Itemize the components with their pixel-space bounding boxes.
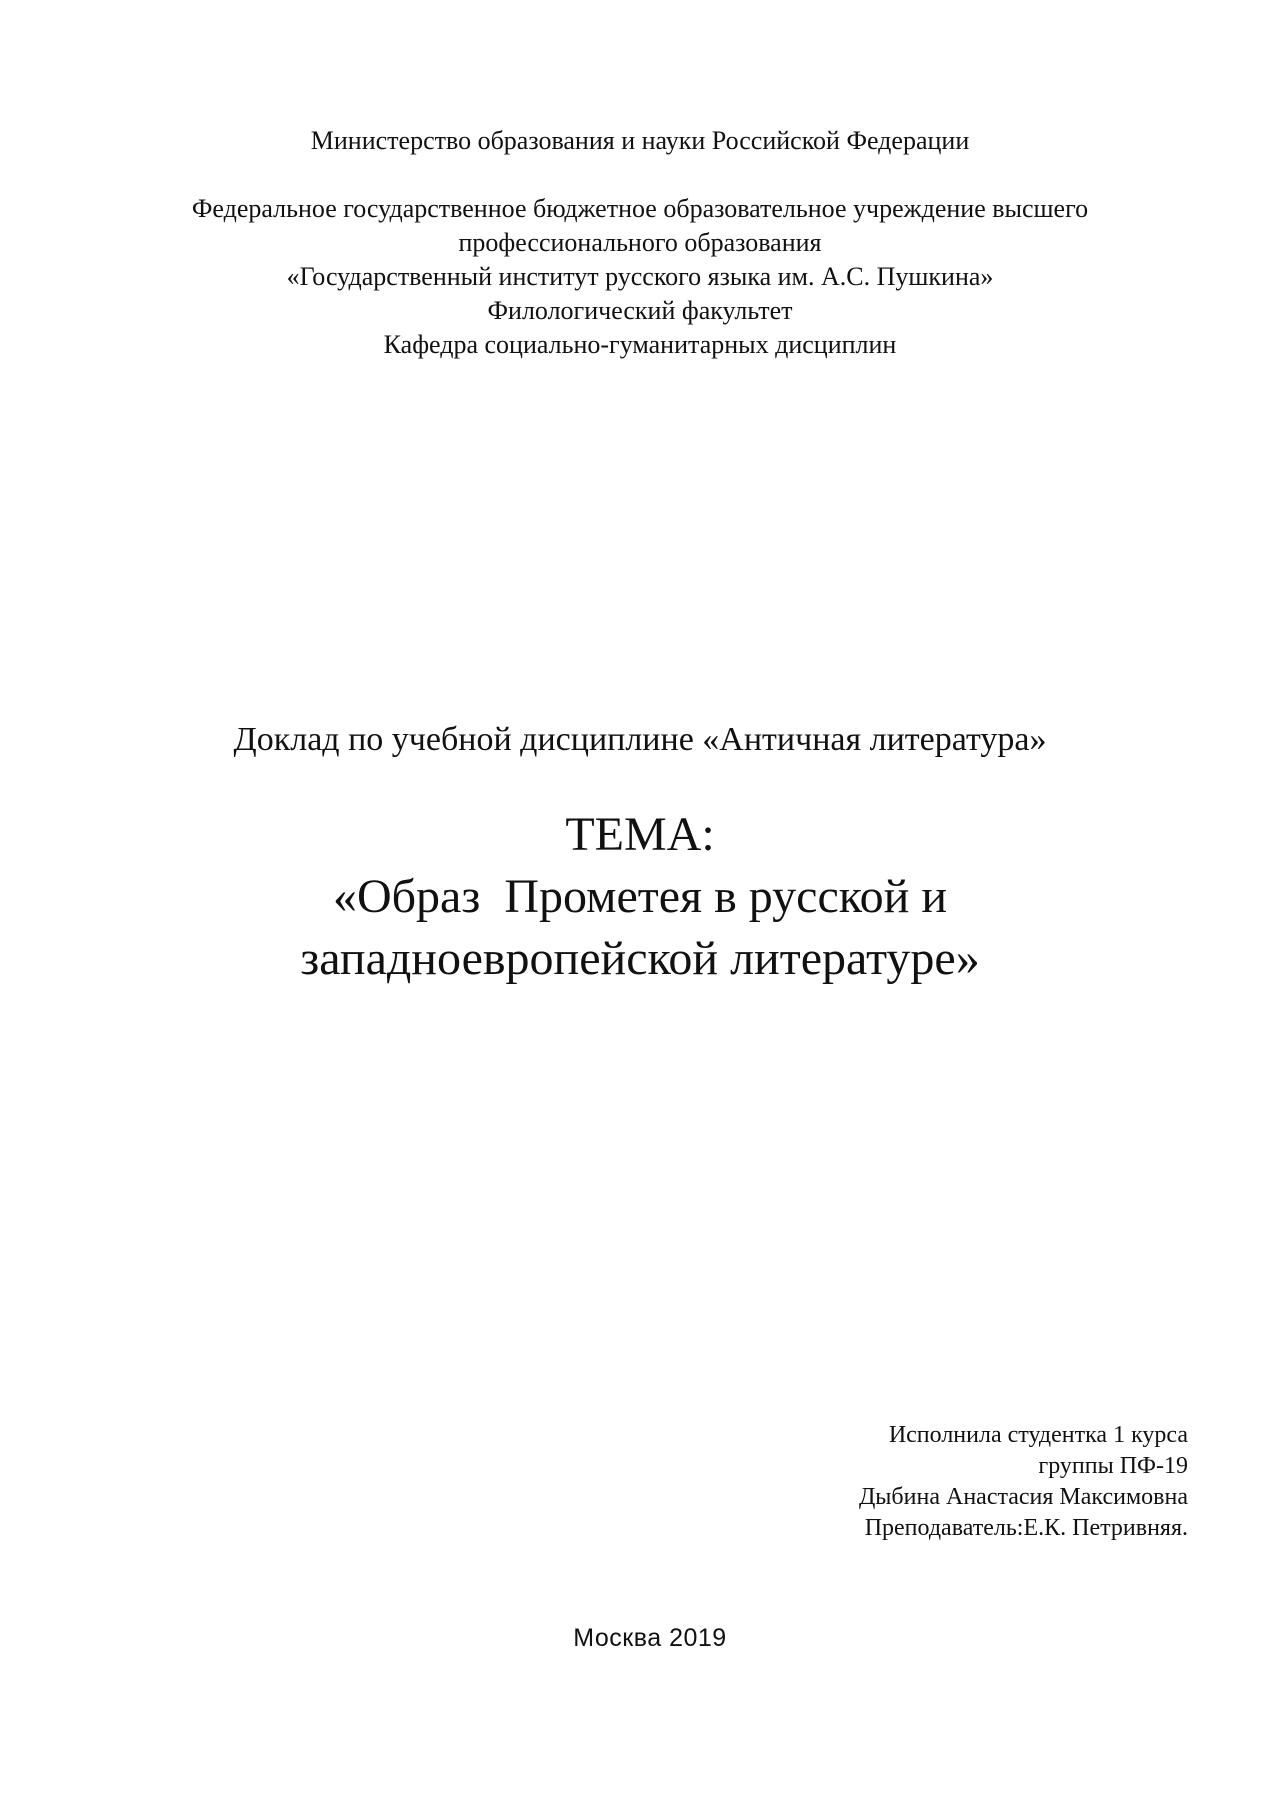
faculty-name: Филологический факультет — [487, 296, 793, 325]
report-subtitle — [0, 718, 1280, 762]
institution-name: «Государственный институт русского языка им. А.С. Пушкина» — [286, 262, 994, 291]
institution-line: Федеральное государственное бюджетное образовательное учреждение высшего — [191, 194, 1089, 223]
topic-label: ТЕМА: — [565, 808, 715, 861]
city-year-text: Москва 2019 — [573, 1624, 727, 1652]
institution-line: профессионального образования — [458, 228, 822, 257]
topic-title-line: «Образ Прометея в русской и — [332, 870, 948, 923]
author-block — [488, 1420, 1188, 1544]
ministry-heading — [0, 124, 1280, 158]
report-subtitle-text: Доклад по учебной дисциплине «Античная литература» — [233, 721, 1047, 758]
author-name: Дыбина Анастасия Максимовна — [858, 1484, 1188, 1510]
institution-block — [0, 192, 1280, 362]
topic-block — [0, 804, 1280, 990]
department-name: Кафедра социально-гуманитарных дисциплин — [383, 330, 897, 359]
author-line: группы ПФ-19 — [1038, 1453, 1188, 1479]
teacher-line: Преподаватель:Е.К. Петривняя. — [864, 1515, 1188, 1541]
author-line: Исполнила студентка 1 курса — [888, 1422, 1188, 1448]
topic-title-line: западноевропейской литературе» — [300, 932, 980, 985]
ministry-text: Министерство образования и науки Российской Федерации — [310, 126, 970, 155]
city-year — [0, 1622, 1280, 1654]
